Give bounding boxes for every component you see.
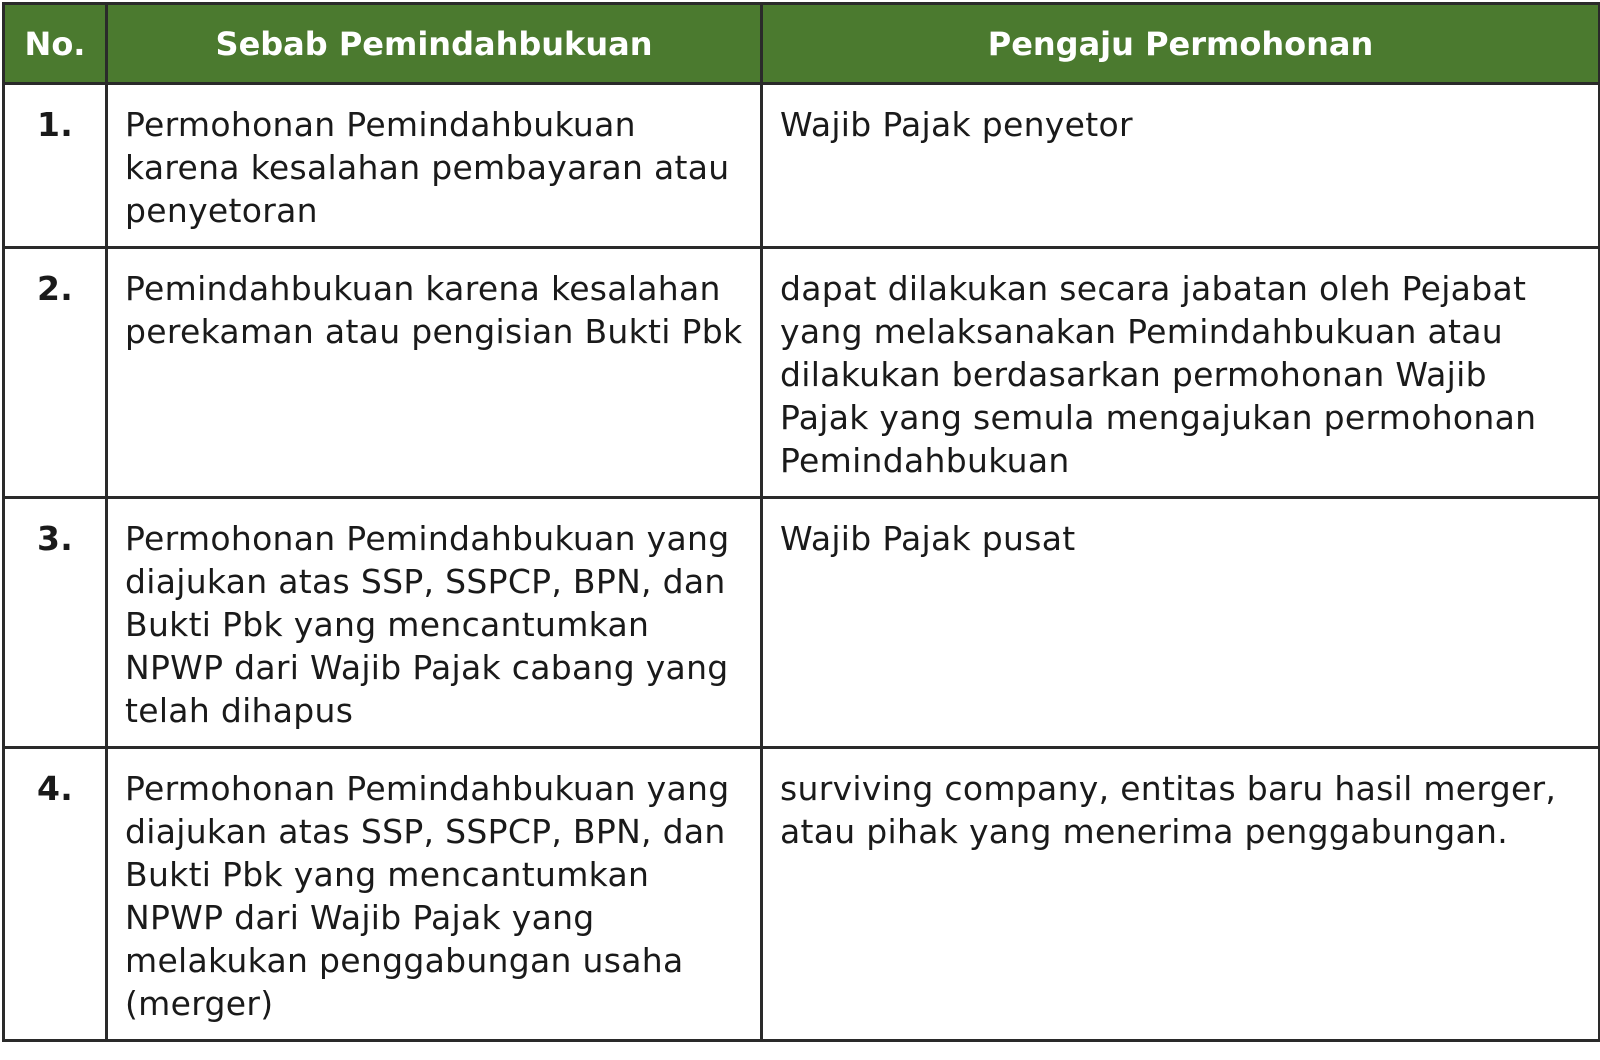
header-row	[4, 4, 1600, 84]
row-number: 3.	[4, 498, 107, 748]
table-row	[4, 84, 1600, 248]
table-row	[4, 748, 1600, 1041]
sebab-cell: Permohonan Pemindahbukuan karena kesalahan pembayaran atau penyetoran	[107, 84, 762, 248]
pengaju-cell: Wajib Pajak penyetor	[762, 84, 1600, 248]
table-row	[4, 498, 1600, 748]
table-body	[4, 84, 1600, 1041]
sebab-cell: Permohonan Pemindahbukuan yang diajukan atas SSP, SSPCP, BPN, dan Bukti Pbk yang mencantumkan NPWP dari Wajib Pajak cabang yang telah dihapus	[107, 498, 762, 748]
row-number: 1.	[4, 84, 107, 248]
column-header-pengaju: Pengaju Permohonan	[762, 4, 1600, 84]
pemindahbukuan-table	[2, 2, 1600, 1042]
pengaju-cell: surviving company, entitas baru hasil merger, atau pihak yang menerima penggabungan.	[762, 748, 1600, 1041]
row-number: 4.	[4, 748, 107, 1041]
pengaju-cell: dapat dilakukan secara jabatan oleh Pejabat yang melaksanakan Pemindahbukuan atau dilakukan berdasarkan permohonan Wajib Pajak yang semula mengajukan permohonan Pemindahbukuan	[762, 248, 1600, 498]
sebab-cell: Pemindahbukuan karena kesalahan perekaman atau pengisian Bukti Pbk	[107, 248, 762, 498]
column-header-no: No.	[4, 4, 107, 84]
table-row	[4, 248, 1600, 498]
row-number: 2.	[4, 248, 107, 498]
pengaju-cell: Wajib Pajak pusat	[762, 498, 1600, 748]
table-header	[4, 4, 1600, 84]
sebab-cell: Permohonan Pemindahbukuan yang diajukan atas SSP, SSPCP, BPN, dan Bukti Pbk yang mencantumkan NPWP dari Wajib Pajak yang melakukan penggabungan usaha (merger)	[107, 748, 762, 1041]
column-header-sebab: Sebab Pemindahbukuan	[107, 4, 762, 84]
